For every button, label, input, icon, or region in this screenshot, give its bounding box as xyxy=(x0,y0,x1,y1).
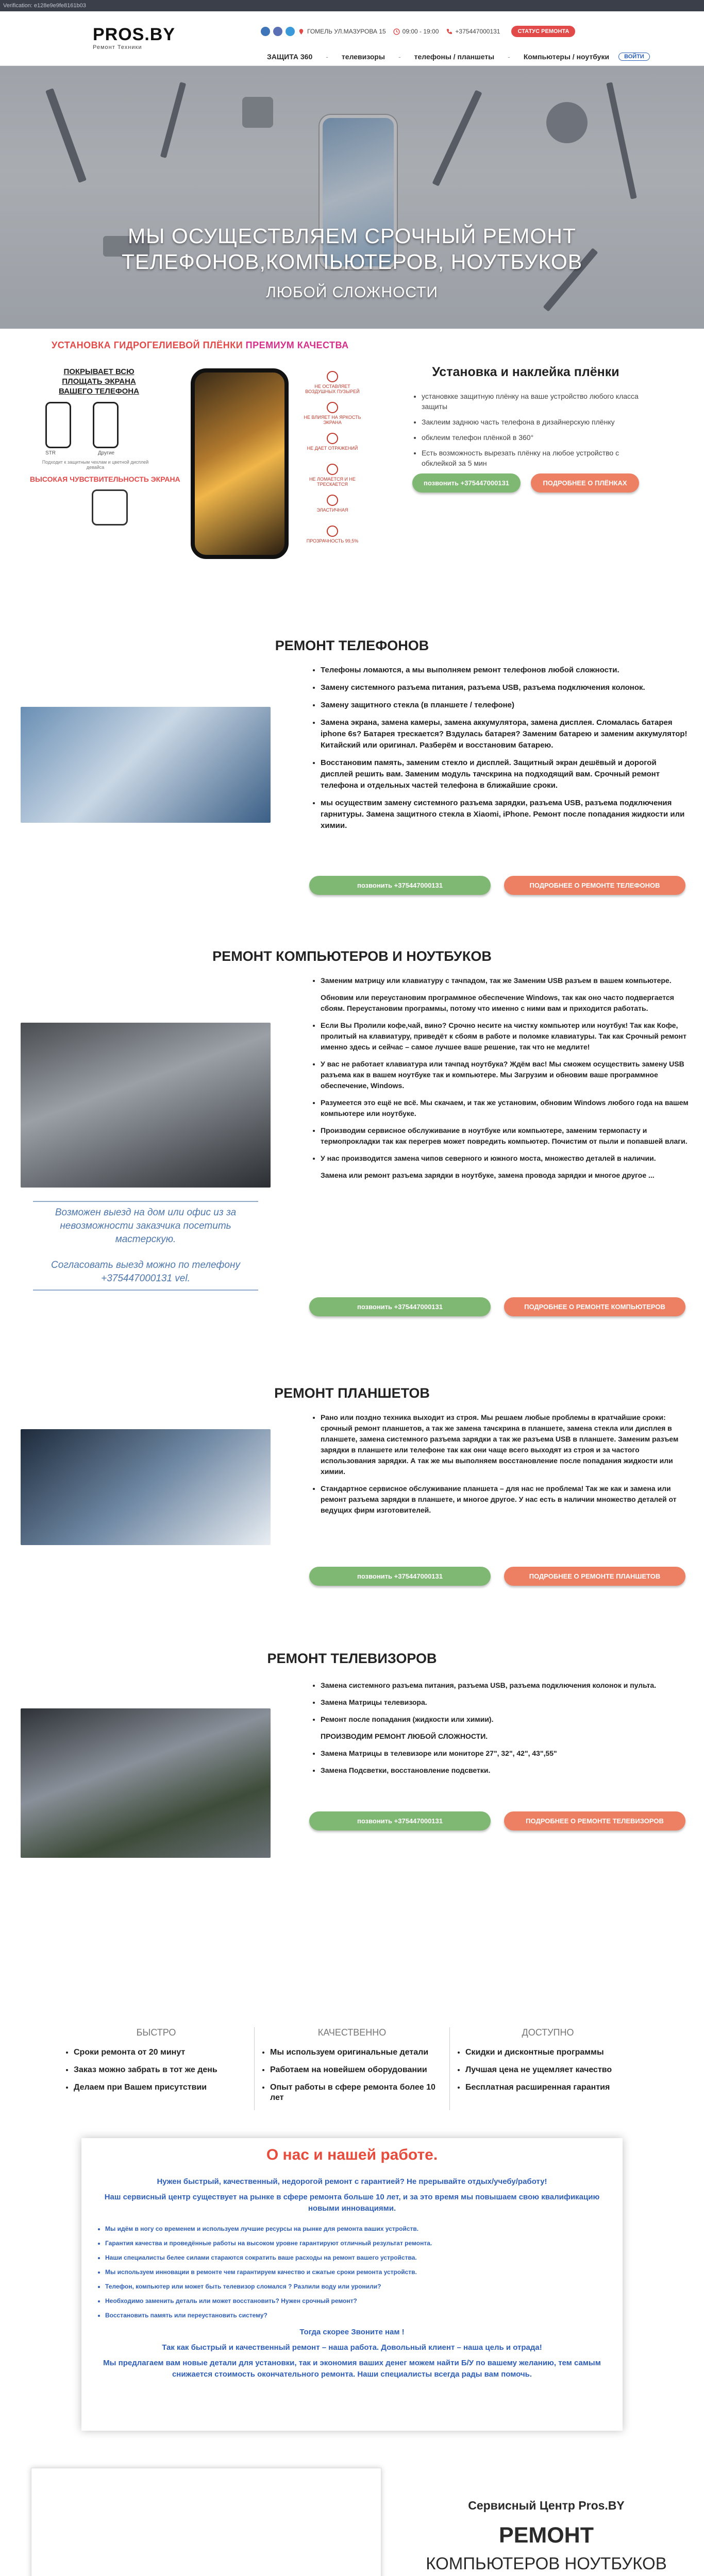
feature-icon xyxy=(327,526,338,537)
feature-icon xyxy=(327,371,338,382)
advantages xyxy=(0,2027,704,2110)
film-banner xyxy=(21,340,361,562)
list-item: • Производим сервисное обслуживание в ноутбуке или компьютере, заменим термопасту и термопрокладки так как перегрев может повредить компьютер. Почистим от пыли и попавшей влаги. xyxy=(321,1125,691,1147)
phone-repair-image xyxy=(21,707,271,823)
about-call: Так как быстрый и качественный ремонт – наша работа. Довольный клиент – наша цель и отрада! xyxy=(162,2343,542,2352)
phones-heading: РЕМОНТ ТЕЛЕФОНОВ xyxy=(275,638,429,653)
list-item: • Гарантия качества и проведённые работы на высоком уровне гарантируют отличный результат ремонта. xyxy=(105,2239,623,2247)
list-item: • Заменим матрицу или клавиатуру с тачпадом, так же Заменим USB разъем в вашем компьютере. xyxy=(321,975,691,986)
list-item: • Сроки ремонта от 20 минут xyxy=(74,2047,249,2058)
more-tvs-button[interactable]: ПОДРОБНЕЕ О РЕМОНТЕ ТЕЛЕВИЗОРОВ xyxy=(504,1811,685,1831)
label-other: Другие xyxy=(98,450,115,456)
verification-strip: Verification: e128e9e9fe8161b03 xyxy=(0,0,704,11)
about-call: Мы предлагаем вам новые детали для установки, так и экономия ваших денег можем найти Б/У по вашему желанию, тем самым снижается стоимость окончательного ремонта. Наши специалисты всегда рады вам помочь. xyxy=(103,2359,601,2379)
feature-icon xyxy=(327,495,338,506)
address-item xyxy=(298,28,386,35)
list-item: • Скидки и дисконтные программы xyxy=(465,2047,641,2058)
more-tablets-button[interactable]: ПОДРОБНЕЕ О РЕМОНТЕ ПЛАНШЕТОВ xyxy=(504,1567,685,1586)
list-item: • мы осуществим замену системного разъема зарядки, разъема USB, разъема подключения гарнитуры. Замена защитного стекла в Xiaomi, iPhone. Ремонт после попадания жидкости или химии. xyxy=(321,798,691,832)
about-card xyxy=(81,2138,623,2431)
paragraph: Обновим или переустановим программное обеспечение Windows, так как оно часто подвергается сбоям. Переустановим программы, потому что именно с ними вам и приходится работать. xyxy=(321,993,674,1012)
tv-repair-image xyxy=(21,1708,271,1858)
list-item: • Бесплатная расширенная гарантия xyxy=(465,2082,641,2093)
logo-title: PROS.BY xyxy=(93,25,176,44)
feature-icon xyxy=(327,402,338,413)
label-std: STR xyxy=(45,450,56,456)
nav-protection-360[interactable]: ЗАЩИТА 360 xyxy=(267,53,313,61)
film-list xyxy=(412,391,639,468)
hero-banner xyxy=(0,66,704,329)
list-item: • Замену защитного стекла (в планшете / телефоне) xyxy=(321,700,691,711)
tvs-heading: РЕМОНТ ТЕЛЕВИЗОРОВ xyxy=(267,1651,437,1666)
film-info xyxy=(412,365,639,493)
header-contacts xyxy=(261,26,575,37)
services-line: КОМПЬЮТЕРОВ НОУТБУКОВ xyxy=(426,2554,667,2573)
film-coverage-text: ПОКРЫВАЕТ ВСЮ ПЛОЩАТЬ ЭКРАНА ВАШЕГО ТЕЛЕФОНА xyxy=(59,367,139,396)
visit-info xyxy=(21,1201,271,1291)
film-sensitivity: ВЫСОКАЯ ЧУВСТВИТЕЛЬНОСТЬ ЭКРАНА xyxy=(30,475,180,483)
list-item: • Телефон, компьютер или может быть телевизор сломался ? Разлили воду или уронили? xyxy=(105,2282,623,2291)
list-item: • Есть возможность вырезать плёнку на любое устройство с обклейкой за 5 мин xyxy=(422,448,639,468)
hero-subtitle: ЛЮБОЙ СЛОЖНОСТИ xyxy=(266,284,438,301)
hero-title xyxy=(0,223,704,275)
instagram-icon[interactable] xyxy=(273,27,282,36)
repair-word: РЕМОНТ xyxy=(499,2523,594,2548)
film-feature-label: НЕ ДАЕТ ОТРАЖЕНИЙ xyxy=(307,446,358,451)
tablets-buttons xyxy=(309,1567,685,1586)
map-pin-icon xyxy=(298,28,305,35)
list-item: • Рано или поздно техника выходит из строя. Мы решаем любые проблемы в кратчайшие сроки: срочный ремонт планшетов, а так же замена тачскрина в планшете, замена стекла или дисплея в планшете, замена системного разъема зарядки а так же разъема USB в планшете. Заменим разъем зарядки в планшете или телефоне так как они чаще всего выходят из строя и за частого использования зарядки. А так же мы выполняем восстановление после попадания жидкости или химии. xyxy=(321,1412,691,1477)
list-item: • Замена Матрицы в телевизоре или мониторе 27", 32", 42", 43",55" xyxy=(321,1748,691,1759)
list-item: • Замена Матрицы телевизора. xyxy=(321,1697,691,1708)
list-item: • Замену системного разъема питания, разъема USB, разъема подключения колонок. xyxy=(321,682,691,693)
list-item: • Мы используем оригинальные детали xyxy=(270,2047,444,2058)
call-button[interactable]: позвонить +375447000131 xyxy=(309,876,491,895)
call-button[interactable]: позвонить +375447000131 xyxy=(412,473,521,493)
film-banner-title xyxy=(52,340,349,351)
about-paragraph: Нужен быстрый, качественный, недорогой ремонт с гарантией? Не прерывайте отдых/учебу/работу! xyxy=(157,2177,547,2186)
computers-section xyxy=(0,919,704,1355)
repair-status-button[interactable]: СТАТУС РЕМОНТА xyxy=(511,26,575,37)
paragraph: Замена или ремонт разъема зарядки в ноутбуке, замена провода зарядки и многое другое ... xyxy=(321,1171,655,1179)
vk-icon[interactable] xyxy=(261,27,270,36)
address-text: ГОМЕЛЬ УЛ.МАЗУРОВА 15 xyxy=(307,28,386,35)
tvs-buttons xyxy=(309,1811,685,1831)
site-header xyxy=(0,11,704,66)
list-item: • У нас производится замена чипов северного и южного моста, множество деталей в наличии. xyxy=(321,1153,691,1164)
film-feature xyxy=(301,433,363,451)
phone-outline-icon xyxy=(93,402,119,448)
logo-subtitle: Ремонт Техники xyxy=(93,44,142,50)
list-item: • Мы идём в ногу со временем и используем лучшие ресурсы на рынке для ремонта ваших устройств. xyxy=(105,2225,623,2233)
phones-text xyxy=(309,665,691,838)
contact-text xyxy=(397,2499,696,2576)
computer-repair-image xyxy=(21,1023,271,1188)
list-item: • Делаем при Вашем присутствии xyxy=(74,2082,249,2093)
touch-finger-icon xyxy=(92,489,128,526)
list-item: • Восстановить память или переустановить систему? xyxy=(105,2311,623,2319)
list-item: • Если Вы Пролили кофе,чай, вино? Срочно несите на чистку компьютер или ноутбук! Так как Кофе, пролитый на клавиатуру, приведёт к сбоям в работе и поломке клавиатуры. Так как Срочный ремонт именно здесь и сейчас – самое лучшее ваше решение, так что не медлите! xyxy=(321,1020,691,1053)
logo[interactable] xyxy=(93,26,180,50)
list-item: • Заказ можно забрать в тот же день xyxy=(74,2065,249,2075)
tvs-section xyxy=(0,1621,704,1899)
list-item: • Заклеим заднюю часть телефона в дизайнерскую плёнку xyxy=(422,417,639,427)
phone-text: +375447000131 xyxy=(455,28,500,35)
list-item: • Наши специалисты белее силами стараются сократить ваше расходы на ремонт вашего устройства. xyxy=(105,2253,623,2262)
phones-buttons xyxy=(309,876,685,895)
map-embed[interactable] xyxy=(31,2468,381,2576)
film-banner-title-b: ПРЕМИУМ КАЧЕСТВА xyxy=(245,340,349,350)
tablet-repair-image xyxy=(21,1429,271,1545)
list-item: • У вас не работает клавиатура или тачпад ноутбука? Ждём вас! Мы сможем осуществить замену USB разъема как в вашем ноутбуке так и компьютере. Мы Загрузим и обновим ваше программное обеспечение, Windows. xyxy=(321,1059,691,1091)
computers-buttons xyxy=(309,1297,685,1316)
tablets-text xyxy=(309,1412,691,1522)
more-phones-button[interactable]: ПОДРОБНЕЕ О РЕМОНТЕ ТЕЛЕФОНОВ xyxy=(504,876,685,895)
clock-icon xyxy=(393,28,400,35)
service-name: Сервисный Центр Pros.BY xyxy=(468,2499,625,2512)
main-nav xyxy=(267,53,650,61)
about-title: О нас и нашей работе. xyxy=(266,2146,438,2163)
hero-title-line2: ТЕЛЕФОНОВ,КОМПЬЮТЕРОВ, НОУТБУКОВ xyxy=(121,250,583,274)
login-button[interactable]: ВОЙТИ xyxy=(618,53,650,61)
phones-section xyxy=(0,608,704,919)
list-item: • Работаем на новейшем оборудовании xyxy=(270,2065,444,2075)
list-item: • Мы используем инновации в ремонте чем гарантируем качество и сжатые сроки ремонта устройств. xyxy=(105,2268,623,2276)
list-item: • Лучшая цена не ущемляет качество xyxy=(465,2065,641,2075)
hours-text: 09:00 - 19:00 xyxy=(402,28,439,35)
advantage-title: БЫСТРО xyxy=(136,2027,176,2038)
about-call: Тогда скорее Звоните нам ! xyxy=(299,2328,405,2336)
call-button[interactable]: позвонить +375447000131 xyxy=(309,1567,491,1586)
film-feature-label: ПРОЗРАЧНОСТЬ 99,5% xyxy=(306,538,359,544)
film-feature xyxy=(301,464,363,487)
list-item: • Замена системного разъема питания, разъема USB, разъема подключения колонок и пульта. xyxy=(321,1680,691,1691)
film-banner-title-a: УСТАНОВКА ГИДРОГЕЛИЕВОЙ ПЛЁНКИ xyxy=(52,340,243,350)
list-item: • Разумеется это ещё не всё. Мы скачаем, и так же установим, обновим Windows любого года на вашем компьютере или ноутбуке. xyxy=(321,1097,691,1119)
more-films-button[interactable]: ПОДРОБНЕЕ О ПЛЁНКАХ xyxy=(531,473,639,493)
nav-tvs[interactable]: телевизоры xyxy=(341,53,385,61)
more-computers-button[interactable]: ПОДРОБНЕЕ О РЕМОНТЕ КОМПЬЮТЕРОВ xyxy=(504,1297,685,1316)
list-item: • Ремонт после попадания (жидкости или химии). xyxy=(321,1714,691,1725)
nav-computers-laptops[interactable]: Компьютеры / ноутбуки xyxy=(523,53,610,61)
film-buttons xyxy=(412,473,639,493)
visit-phone-text[interactable]: Согласовать выезд можно по телефону +375447000131 vel. xyxy=(51,1260,240,1284)
film-feature-label: ЭЛАСТИЧНАЯ xyxy=(316,507,348,513)
paragraph: ПРОИЗВОДИМ РЕМОНТ ЛЮБОЙ СЛОЖНОСТИ. xyxy=(321,1732,488,1740)
film-feature-label: НЕ ЛОМАЕТСЯ И НЕ ТРЕСКАЕТСЯ xyxy=(309,477,356,487)
iphone-image xyxy=(191,368,289,559)
list-item: • обклеим телефон плёнкой в 360° xyxy=(422,432,639,443)
film-feature xyxy=(301,526,363,544)
phone-icon xyxy=(446,28,452,35)
nav-separator: - xyxy=(326,53,328,61)
film-feature xyxy=(301,495,363,513)
list-item: • Восстановим память, заменим стекло и дисплей. Защитный экран дешёвый и дорогой дисплей решить вам. Заменим модуль тачскрина на подходящий вам. Срочный ремонт телефона и отдельных частей телефона в ближайшие сроки. xyxy=(321,757,691,791)
film-feature-label: НЕ ВЛИЯЕТ НА ЯРКОСТЬ ЭКРАНА xyxy=(304,415,361,425)
nav-separator: - xyxy=(398,53,401,61)
nav-phones-tablets[interactable]: телефоны / планшеты xyxy=(414,53,495,61)
list-item: • Необходимо заменить деталь или может восстановить? Нужен срочный ремонт? xyxy=(105,2297,623,2305)
list-item: • установкке защитную плёнку на ваше устройство любого класса защиты xyxy=(422,391,639,412)
list-item: • Замена экрана, замена камеры, замена аккумулятора, замена дисплея. Сломалась батарея iphone 6s? Батарея трескается? Вздулась батарея? Заменим батарею и заменим аккумулятор! Китайский или оригинал. Разберём и восстановим батарею. xyxy=(321,717,691,751)
advantage-fast xyxy=(58,2027,254,2110)
film-note: Подходит к защитным чехлам и цветной дисплей девайса xyxy=(42,460,149,470)
hero-title-line1: МЫ ОСУЩЕСТВЛЯЕМ СРОЧНЫЙ РЕМОНТ xyxy=(128,224,576,248)
advantage-title: КАЧЕСТВЕННО xyxy=(317,2027,387,2038)
feature-icon xyxy=(327,464,338,475)
tablets-heading: РЕМОНТ ПЛАНШЕТОВ xyxy=(274,1385,430,1401)
nav-separator: - xyxy=(508,53,510,61)
tablets-section xyxy=(0,1355,704,1621)
list-item: • Стандартное сервисное обслуживание планшета – для нас не проблема! Так же как и замена или ремонт разъема зарядки в планшете, и многое другое. У нас есть в наличии множество деталей от ведущих фирм изготовителей. xyxy=(321,1483,691,1516)
about-paragraph: Наш сервисный центр существует на рынке в сфере ремонта больше 10 лет, и за это время мы повышаем свою квалификацию новыми инновациями. xyxy=(104,2193,600,2213)
advantage-quality xyxy=(254,2027,450,2110)
list-item: • Опыт работы в сфере ремонта более 10 лет xyxy=(270,2082,444,2103)
advantage-affordable xyxy=(450,2027,646,2110)
tvs-text xyxy=(309,1680,691,1782)
feature-icon xyxy=(327,433,338,444)
visit-text: Возможен выезд на дом или офис из за невозможности заказчика посетить мастерскую. xyxy=(55,1207,237,1245)
list-item: • Телефоны ломаются, а мы выполняем ремонт телефонов любой сложности. xyxy=(321,665,691,676)
advantage-title: ДОСТУПНО xyxy=(522,2027,574,2038)
phone-item[interactable] xyxy=(446,28,500,35)
telegram-icon[interactable] xyxy=(286,27,295,36)
contact-section xyxy=(0,2468,704,2576)
phone-outline-icon xyxy=(45,402,71,448)
divider xyxy=(33,1201,258,1202)
list-item: • Замена Подсветки, восстановление подсветки. xyxy=(321,1765,691,1776)
call-button[interactable]: позвонить +375447000131 xyxy=(309,1297,491,1316)
film-feature xyxy=(301,371,363,394)
computers-heading: РЕМОНТ КОМПЬЮТЕРОВ И НОУТБУКОВ xyxy=(212,948,492,964)
film-feature xyxy=(301,402,363,425)
hours-item xyxy=(393,28,439,35)
film-heading: Установка и наклейка плёнки xyxy=(432,365,619,379)
film-section xyxy=(0,329,704,608)
call-button[interactable]: позвонить +375447000131 xyxy=(309,1811,491,1831)
about-list xyxy=(81,2225,623,2319)
computers-text xyxy=(309,975,691,1187)
divider xyxy=(33,1290,258,1291)
film-feature-label: НЕ ОСТАВЛЯЕТ ВОЗДУШНЫХ ПУЗЫРЕЙ xyxy=(305,384,360,394)
